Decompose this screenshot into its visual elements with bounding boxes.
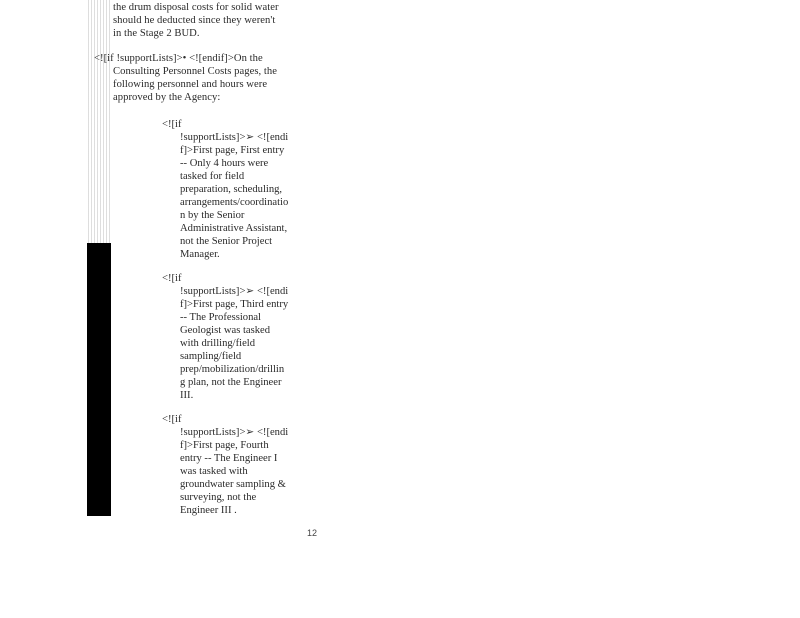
- text-line: prep/mobilization/drillin: [180, 364, 285, 375]
- text-line: !supportLists]>➢ <![endi: [180, 427, 289, 438]
- text-line: arrangements/coordinatio: [180, 197, 289, 208]
- text-line: approved by the Agency:: [113, 92, 221, 103]
- text-line: g plan, not the Engineer: [180, 377, 282, 388]
- text-line: Consulting Personnel Costs pages, the: [113, 66, 277, 77]
- redaction-bar: [87, 243, 111, 516]
- list-item-third-entry: [180, 285, 300, 402]
- page-number: 12: [307, 528, 318, 538]
- text-line: -- Only 4 hours were: [180, 158, 269, 169]
- list-item-opener: <![if: [162, 273, 182, 284]
- text-line: surveying, not the: [180, 492, 257, 503]
- text-line: sampling/field: [180, 351, 242, 362]
- text-line: III.: [180, 390, 194, 401]
- paragraph-drum-disposal: [113, 1, 313, 40]
- margin-scan-lines: [88, 0, 110, 244]
- text-line: the drum disposal costs for solid water: [113, 2, 279, 13]
- text-line: Administrative Assistant,: [180, 223, 288, 234]
- text-line: following personnel and hours were: [113, 79, 268, 90]
- text-line: !supportLists]>➢ <![endi: [180, 286, 289, 297]
- paragraph-personnel-lead: <![if !supportLists]>• <![endif]>On the: [94, 53, 263, 64]
- text-line: Manager.: [180, 249, 220, 260]
- list-item-opener: <![if: [162, 119, 182, 130]
- text-line: was tasked with: [180, 466, 248, 477]
- text-line: -- The Professional: [180, 312, 262, 323]
- text-line: f]>First page, First entry: [180, 145, 285, 156]
- text-line: should he deducted since they weren't: [113, 15, 276, 26]
- text-line: entry -- The Engineer I: [180, 453, 278, 464]
- text-line: tasked for field: [180, 171, 245, 182]
- text-line: not the Senior Project: [180, 236, 273, 247]
- text-line: preparation, scheduling,: [180, 184, 283, 195]
- text-line: groundwater sampling &: [180, 479, 286, 490]
- text-line: !supportLists]>➢ <![endi: [180, 132, 289, 143]
- text-line: n by the Senior: [180, 210, 245, 221]
- list-item-first-entry: [180, 131, 300, 261]
- text-line: f]>First page, Fourth: [180, 440, 269, 451]
- paragraph-personnel-costs: [113, 65, 313, 104]
- text-line: Engineer III .: [180, 505, 237, 516]
- text-line: with drilling/field: [180, 338, 256, 349]
- list-item-opener: <![if: [162, 414, 182, 425]
- text-line: f]>First page, Third entry: [180, 299, 289, 310]
- text-line: Geologist was tasked: [180, 325, 271, 336]
- text-line: in the Stage 2 BUD.: [113, 28, 200, 39]
- list-item-fourth-entry: [180, 426, 300, 517]
